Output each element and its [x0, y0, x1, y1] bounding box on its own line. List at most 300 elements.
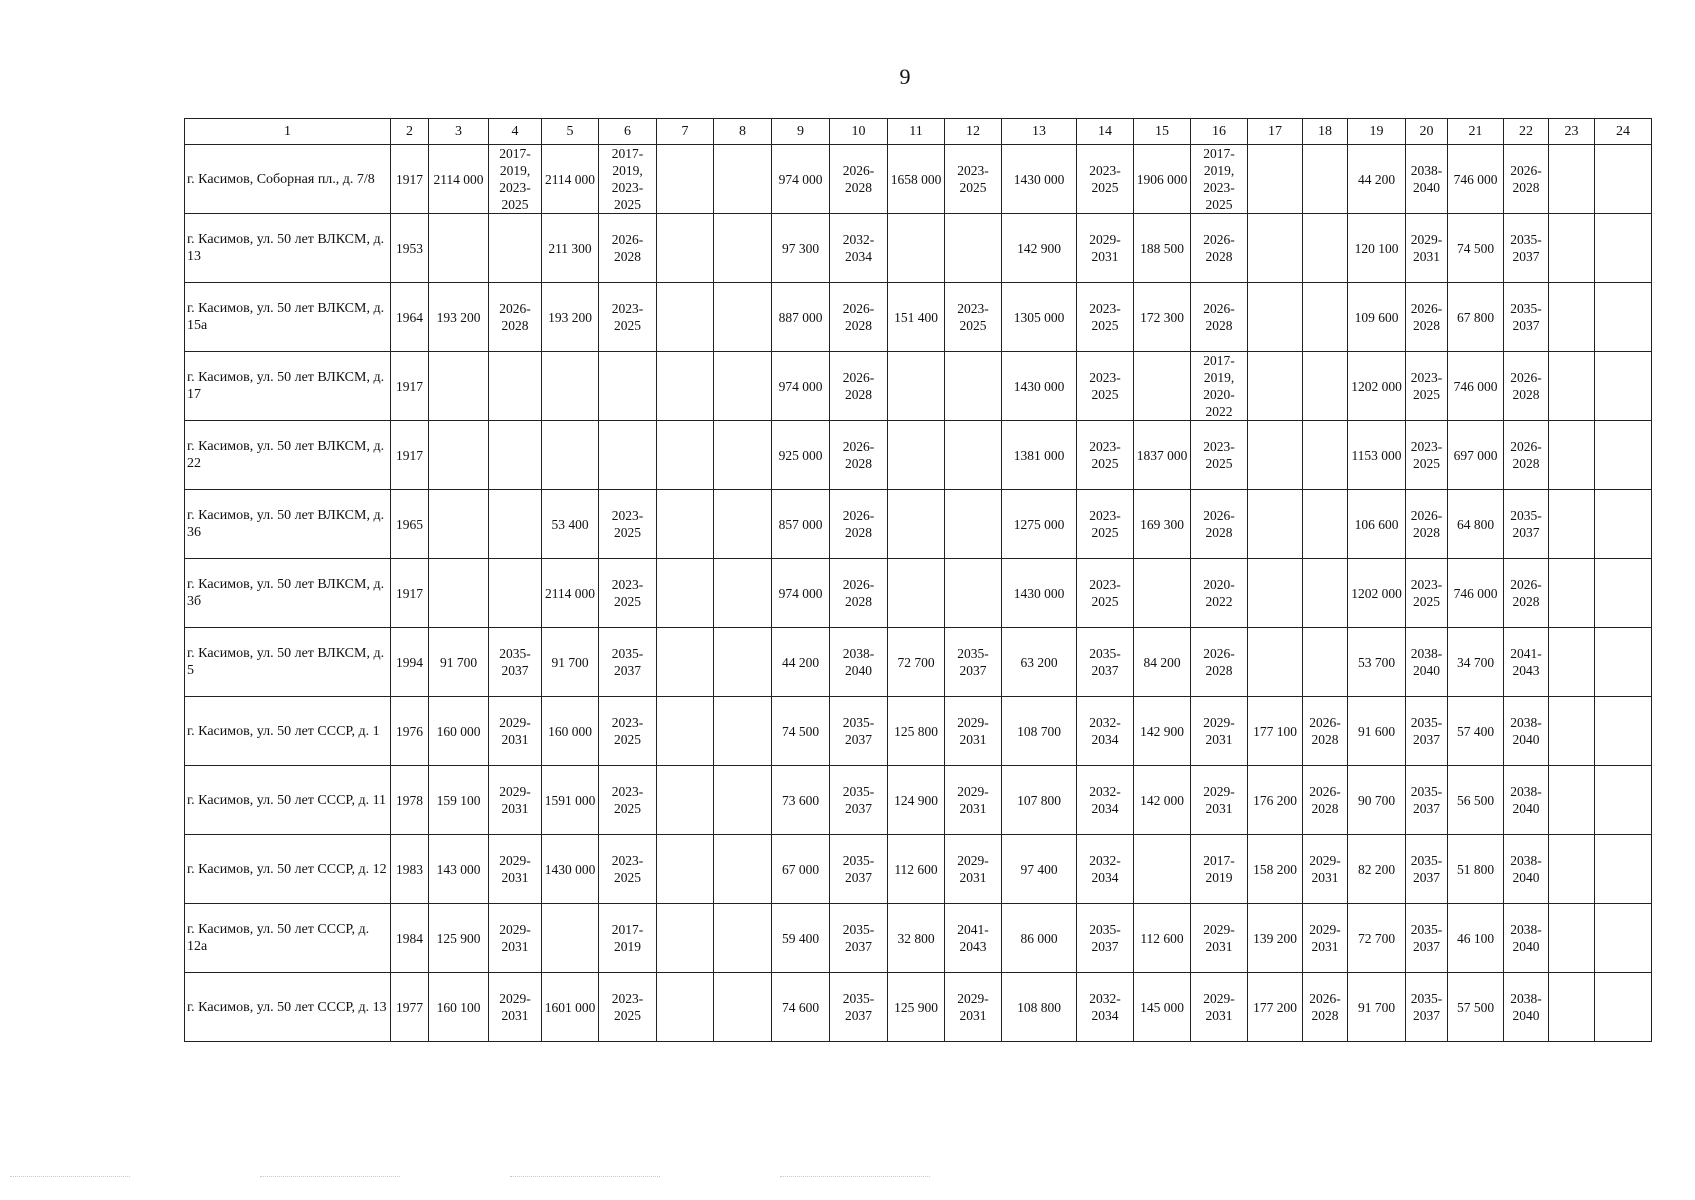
table-cell: 2017-2019, 2023-2025	[599, 145, 657, 214]
table-cell: 746 000	[1448, 352, 1504, 421]
table-cell: 746 000	[1448, 145, 1504, 214]
table-cell: 2035-2037	[1504, 283, 1549, 352]
address-cell: г. Касимов, ул. 50 лет СССР, д. 12а	[185, 904, 391, 973]
table-cell: 2032-2034	[1077, 697, 1134, 766]
table-cell: 91 700	[429, 628, 489, 697]
table-cell: 160 100	[429, 973, 489, 1042]
table-cell	[1549, 904, 1595, 973]
table-cell	[1303, 421, 1348, 490]
table-cell: 2026-2028	[830, 352, 888, 421]
table-cell: 2026-2028	[830, 145, 888, 214]
table-cell: 1202 000	[1348, 559, 1406, 628]
table-row	[185, 283, 1652, 352]
table-cell: 1964	[391, 283, 429, 352]
column-header: 16	[1191, 119, 1248, 145]
table-cell	[1549, 559, 1595, 628]
table-cell: 1591 000	[542, 766, 599, 835]
table-cell	[1595, 973, 1652, 1042]
table-cell: 2114 000	[429, 145, 489, 214]
table-cell: 1658 000	[888, 145, 945, 214]
table-cell: 1430 000	[1002, 559, 1077, 628]
table-cell: 2017-2019	[599, 904, 657, 973]
table-cell: 2029-2031	[1077, 214, 1134, 283]
table-cell: 2026-2028	[1406, 283, 1448, 352]
table-cell	[714, 766, 772, 835]
table-cell	[599, 421, 657, 490]
column-header: 12	[945, 119, 1002, 145]
table-row	[185, 697, 1652, 766]
column-header: 10	[830, 119, 888, 145]
table-cell	[945, 490, 1002, 559]
table-cell: 1202 000	[1348, 352, 1406, 421]
page-number: 9	[899, 64, 911, 89]
table-cell	[945, 214, 1002, 283]
table-cell: 2029-2031	[1303, 904, 1348, 973]
table-row	[185, 421, 1652, 490]
footer-scan-artifact	[10, 1176, 130, 1178]
table-cell: 974 000	[772, 352, 830, 421]
table-cell	[1248, 628, 1303, 697]
table-cell: 1430 000	[1002, 145, 1077, 214]
table-cell: 158 200	[1248, 835, 1303, 904]
table-cell	[1248, 421, 1303, 490]
table-cell	[429, 490, 489, 559]
table-row	[185, 628, 1652, 697]
address-cell: г. Касимов, Соборная пл., д. 7/8	[185, 145, 391, 214]
table-cell: 2035-2037	[1406, 835, 1448, 904]
table-cell	[1549, 973, 1595, 1042]
table-cell: 2035-2037	[489, 628, 542, 697]
table-cell	[1303, 628, 1348, 697]
table-cell	[1303, 283, 1348, 352]
table-cell: 746 000	[1448, 559, 1504, 628]
table-cell: 2114 000	[542, 145, 599, 214]
column-header: 18	[1303, 119, 1348, 145]
table-cell	[489, 559, 542, 628]
table-cell	[1549, 628, 1595, 697]
table-cell: 109 600	[1348, 283, 1406, 352]
table-cell	[429, 421, 489, 490]
table-cell: 2032-2034	[1077, 766, 1134, 835]
table-cell: 90 700	[1348, 766, 1406, 835]
table-cell	[429, 559, 489, 628]
column-header: 22	[1504, 119, 1549, 145]
table-cell	[1595, 283, 1652, 352]
table-cell: 2023-2025	[1077, 352, 1134, 421]
table-cell: 160 000	[429, 697, 489, 766]
table-cell	[1549, 352, 1595, 421]
table-cell: 64 800	[1448, 490, 1504, 559]
table-cell	[1595, 628, 1652, 697]
table-cell: 2035-2037	[830, 835, 888, 904]
table-cell: 2023-2025	[1406, 352, 1448, 421]
table-cell: 2038-2040	[1504, 697, 1549, 766]
table-cell	[1595, 145, 1652, 214]
table-cell: 2038-2040	[1406, 628, 1448, 697]
column-header: 7	[657, 119, 714, 145]
table-cell	[714, 559, 772, 628]
table-cell	[1248, 559, 1303, 628]
table-cell: 2029-2031	[945, 697, 1002, 766]
table-cell	[1134, 352, 1191, 421]
table-row	[185, 214, 1652, 283]
table-cell: 53 700	[1348, 628, 1406, 697]
table-cell: 112 600	[888, 835, 945, 904]
table-cell: 887 000	[772, 283, 830, 352]
table-cell: 2114 000	[542, 559, 599, 628]
column-header: 15	[1134, 119, 1191, 145]
table-cell: 2029-2031	[489, 697, 542, 766]
table-row	[185, 490, 1652, 559]
table-cell: 2035-2037	[1406, 697, 1448, 766]
table-cell: 2029-2031	[489, 835, 542, 904]
table-cell	[888, 352, 945, 421]
table-cell	[1549, 490, 1595, 559]
table-cell	[714, 145, 772, 214]
table-cell: 2035-2037	[830, 973, 888, 1042]
address-cell: г. Касимов, ул. 50 лет СССР, д. 11	[185, 766, 391, 835]
table-cell	[945, 559, 1002, 628]
table-cell: 1381 000	[1002, 421, 1077, 490]
table-cell	[1303, 352, 1348, 421]
table-cell: 1994	[391, 628, 429, 697]
table-cell	[714, 283, 772, 352]
table-cell	[657, 421, 714, 490]
table-cell: 1601 000	[542, 973, 599, 1042]
table-cell	[1134, 559, 1191, 628]
table-cell: 2026-2028	[1191, 628, 1248, 697]
table-cell: 44 200	[772, 628, 830, 697]
table-cell: 2029-2031	[1303, 835, 1348, 904]
table-cell	[1595, 559, 1652, 628]
table-cell	[714, 214, 772, 283]
table-cell: 72 700	[888, 628, 945, 697]
table-cell: 51 800	[1448, 835, 1504, 904]
table-cell: 2026-2028	[1303, 973, 1348, 1042]
table-cell: 974 000	[772, 559, 830, 628]
table-cell: 1984	[391, 904, 429, 973]
table-cell: 2029-2031	[1191, 973, 1248, 1042]
table-cell: 2035-2037	[945, 628, 1002, 697]
table-cell	[1303, 559, 1348, 628]
table-cell: 2023-2025	[945, 145, 1002, 214]
address-cell: г. Касимов, ул. 50 лет ВЛКСМ, д. 22	[185, 421, 391, 490]
table-cell: 1965	[391, 490, 429, 559]
table-cell: 2026-2028	[1191, 490, 1248, 559]
table-cell	[657, 214, 714, 283]
table-cell	[429, 352, 489, 421]
data-table	[184, 118, 1652, 1042]
table-cell	[1549, 766, 1595, 835]
address-cell: г. Касимов, ул. 50 лет ВЛКСМ, д. 3б	[185, 559, 391, 628]
column-header: 17	[1248, 119, 1303, 145]
table-cell: 2026-2028	[1504, 559, 1549, 628]
table-cell: 53 400	[542, 490, 599, 559]
table-cell: 125 900	[888, 973, 945, 1042]
table-cell	[1595, 421, 1652, 490]
table-cell: 2035-2037	[1504, 490, 1549, 559]
table-cell: 1978	[391, 766, 429, 835]
table-cell	[888, 559, 945, 628]
table-cell: 74 600	[772, 973, 830, 1042]
column-header: 8	[714, 119, 772, 145]
column-header: 20	[1406, 119, 1448, 145]
table-cell	[888, 214, 945, 283]
table-cell: 2032-2034	[1077, 973, 1134, 1042]
table-cell: 2023-2025	[1077, 421, 1134, 490]
table-cell	[1549, 835, 1595, 904]
table-cell: 2038-2040	[1504, 973, 1549, 1042]
table-cell: 177 200	[1248, 973, 1303, 1042]
address-cell: г. Касимов, ул. 50 лет ВЛКСМ, д. 36	[185, 490, 391, 559]
table-cell	[714, 628, 772, 697]
table-cell: 2026-2028	[830, 559, 888, 628]
table-cell: 2029-2031	[945, 835, 1002, 904]
table-cell: 1917	[391, 421, 429, 490]
table-cell: 91 700	[1348, 973, 1406, 1042]
table-cell: 2029-2031	[1191, 904, 1248, 973]
column-header: 24	[1595, 119, 1652, 145]
column-header: 4	[489, 119, 542, 145]
table-cell: 2029-2031	[1191, 766, 1248, 835]
address-cell: г. Касимов, ул. 50 лет СССР, д. 13	[185, 973, 391, 1042]
table-cell: 97 400	[1002, 835, 1077, 904]
table-cell: 172 300	[1134, 283, 1191, 352]
table-cell: 1837 000	[1134, 421, 1191, 490]
table-cell: 125 900	[429, 904, 489, 973]
table-cell: 1430 000	[1002, 352, 1077, 421]
footer-scan-artifact	[260, 1176, 400, 1178]
table-cell	[1134, 835, 1191, 904]
table-row	[185, 904, 1652, 973]
table-cell: 1917	[391, 352, 429, 421]
table-cell: 74 500	[772, 697, 830, 766]
column-header: 21	[1448, 119, 1504, 145]
table-cell: 2026-2028	[489, 283, 542, 352]
table-cell	[1248, 352, 1303, 421]
table-cell: 120 100	[1348, 214, 1406, 283]
table-cell: 125 800	[888, 697, 945, 766]
column-header: 11	[888, 119, 945, 145]
table-cell: 67 800	[1448, 283, 1504, 352]
table-cell: 2020-2022	[1191, 559, 1248, 628]
table-cell: 2023-2025	[599, 490, 657, 559]
table-cell: 142 000	[1134, 766, 1191, 835]
table-cell: 1917	[391, 559, 429, 628]
table-cell: 2041-2043	[1504, 628, 1549, 697]
table-row	[185, 973, 1652, 1042]
table-cell: 2035-2037	[1406, 904, 1448, 973]
table-cell	[1595, 214, 1652, 283]
table-cell: 2023-2025	[1406, 421, 1448, 490]
table-cell: 2029-2031	[1191, 697, 1248, 766]
table-cell: 2023-2025	[1406, 559, 1448, 628]
table-cell: 2023-2025	[599, 835, 657, 904]
table-header-row	[185, 119, 1652, 145]
table-cell	[1549, 283, 1595, 352]
column-header: 6	[599, 119, 657, 145]
table-cell: 86 000	[1002, 904, 1077, 973]
table-cell	[1248, 283, 1303, 352]
column-header: 2	[391, 119, 429, 145]
table-cell: 67 000	[772, 835, 830, 904]
table-cell: 2026-2028	[1191, 283, 1248, 352]
table-cell: 2041-2043	[945, 904, 1002, 973]
table-cell: 143 000	[429, 835, 489, 904]
table-cell: 2035-2037	[1406, 973, 1448, 1042]
address-cell: г. Касимов, ул. 50 лет ВЛКСМ, д. 13	[185, 214, 391, 283]
table-cell	[1595, 835, 1652, 904]
table-cell	[1248, 490, 1303, 559]
table-cell: 72 700	[1348, 904, 1406, 973]
column-header: 14	[1077, 119, 1134, 145]
table-cell	[714, 904, 772, 973]
table-cell: 34 700	[1448, 628, 1504, 697]
table-cell	[1549, 697, 1595, 766]
table-row	[185, 352, 1652, 421]
table-row	[185, 145, 1652, 214]
table-cell: 974 000	[772, 145, 830, 214]
table-cell	[1595, 352, 1652, 421]
table-cell: 2038-2040	[830, 628, 888, 697]
table-cell	[1303, 214, 1348, 283]
table-cell	[714, 697, 772, 766]
table-cell: 2023-2025	[599, 559, 657, 628]
table-cell: 697 000	[1448, 421, 1504, 490]
table-cell: 2026-2028	[1504, 352, 1549, 421]
table-cell: 142 900	[1134, 697, 1191, 766]
table-cell	[657, 352, 714, 421]
table-cell	[714, 490, 772, 559]
table-cell: 2035-2037	[599, 628, 657, 697]
table-cell	[657, 145, 714, 214]
table-cell: 2023-2025	[1077, 490, 1134, 559]
table-cell: 57 500	[1448, 973, 1504, 1042]
table-cell: 112 600	[1134, 904, 1191, 973]
table-cell: 44 200	[1348, 145, 1406, 214]
table-cell: 2029-2031	[945, 973, 1002, 1042]
table-cell: 169 300	[1134, 490, 1191, 559]
table-cell: 177 100	[1248, 697, 1303, 766]
table-cell: 2026-2028	[830, 283, 888, 352]
table-cell: 2035-2037	[1077, 628, 1134, 697]
table-cell: 1153 000	[1348, 421, 1406, 490]
table-cell: 1983	[391, 835, 429, 904]
table-cell: 2035-2037	[830, 766, 888, 835]
table-cell: 2029-2031	[489, 904, 542, 973]
table-cell: 188 500	[1134, 214, 1191, 283]
table-cell	[714, 352, 772, 421]
table-cell: 211 300	[542, 214, 599, 283]
column-header: 5	[542, 119, 599, 145]
table-cell	[542, 352, 599, 421]
table-cell	[599, 352, 657, 421]
table-cell: 107 800	[1002, 766, 1077, 835]
table-cell	[657, 766, 714, 835]
table-cell: 159 100	[429, 766, 489, 835]
address-cell: г. Касимов, ул. 50 лет ВЛКСМ, д. 17	[185, 352, 391, 421]
table-cell: 2023-2025	[599, 766, 657, 835]
table-cell	[657, 283, 714, 352]
table-cell	[657, 628, 714, 697]
column-header: 3	[429, 119, 489, 145]
table-cell: 2032-2034	[830, 214, 888, 283]
table-cell: 2023-2025	[1077, 559, 1134, 628]
table-cell: 925 000	[772, 421, 830, 490]
table-cell: 2026-2028	[1406, 490, 1448, 559]
table-cell: 1917	[391, 145, 429, 214]
column-header: 23	[1549, 119, 1595, 145]
table-row	[185, 835, 1652, 904]
footer-scan-artifact	[510, 1176, 660, 1178]
table-cell: 2038-2040	[1406, 145, 1448, 214]
table-cell	[657, 973, 714, 1042]
table-cell: 2026-2028	[1303, 766, 1348, 835]
table-cell: 2017-2019, 2023-2025	[1191, 145, 1248, 214]
table-cell	[714, 835, 772, 904]
table-cell	[1248, 214, 1303, 283]
table-cell: 97 300	[772, 214, 830, 283]
table-cell	[657, 559, 714, 628]
table-cell	[489, 352, 542, 421]
table-cell	[657, 904, 714, 973]
table-cell: 2029-2031	[945, 766, 1002, 835]
table-cell: 2029-2031	[489, 973, 542, 1042]
table-cell: 56 500	[1448, 766, 1504, 835]
table-cell: 2017-2019, 2020-2022	[1191, 352, 1248, 421]
table-cell: 2026-2028	[1303, 697, 1348, 766]
table-cell	[1595, 490, 1652, 559]
table-cell: 2035-2037	[830, 697, 888, 766]
table-cell: 124 900	[888, 766, 945, 835]
table-cell: 2023-2025	[1191, 421, 1248, 490]
table-cell: 2035-2037	[1504, 214, 1549, 283]
address-cell: г. Касимов, ул. 50 лет ВЛКСМ, д. 15а	[185, 283, 391, 352]
table-cell: 151 400	[888, 283, 945, 352]
table-cell	[1549, 214, 1595, 283]
table-cell: 2023-2025	[599, 697, 657, 766]
table-cell	[945, 352, 1002, 421]
table-cell: 1305 000	[1002, 283, 1077, 352]
table-cell: 57 400	[1448, 697, 1504, 766]
table-cell: 2029-2031	[1406, 214, 1448, 283]
table-cell	[714, 421, 772, 490]
table-cell: 2032-2034	[1077, 835, 1134, 904]
table-cell: 63 200	[1002, 628, 1077, 697]
table-cell: 59 400	[772, 904, 830, 973]
table-cell	[1595, 697, 1652, 766]
table-cell: 2038-2040	[1504, 835, 1549, 904]
table-cell: 857 000	[772, 490, 830, 559]
table-cell: 2023-2025	[1077, 145, 1134, 214]
table-cell: 145 000	[1134, 973, 1191, 1042]
table-cell: 73 600	[772, 766, 830, 835]
table-cell	[714, 973, 772, 1042]
table-cell: 2023-2025	[1077, 283, 1134, 352]
table-cell: 2023-2025	[945, 283, 1002, 352]
table-cell: 108 800	[1002, 973, 1077, 1042]
table-cell: 84 200	[1134, 628, 1191, 697]
table-cell: 193 200	[429, 283, 489, 352]
table-cell	[657, 697, 714, 766]
column-header: 13	[1002, 119, 1077, 145]
table-cell: 2026-2028	[830, 421, 888, 490]
table-cell	[489, 490, 542, 559]
table-cell: 2029-2031	[489, 766, 542, 835]
table-cell	[429, 214, 489, 283]
table-cell	[945, 421, 1002, 490]
table-cell	[888, 490, 945, 559]
